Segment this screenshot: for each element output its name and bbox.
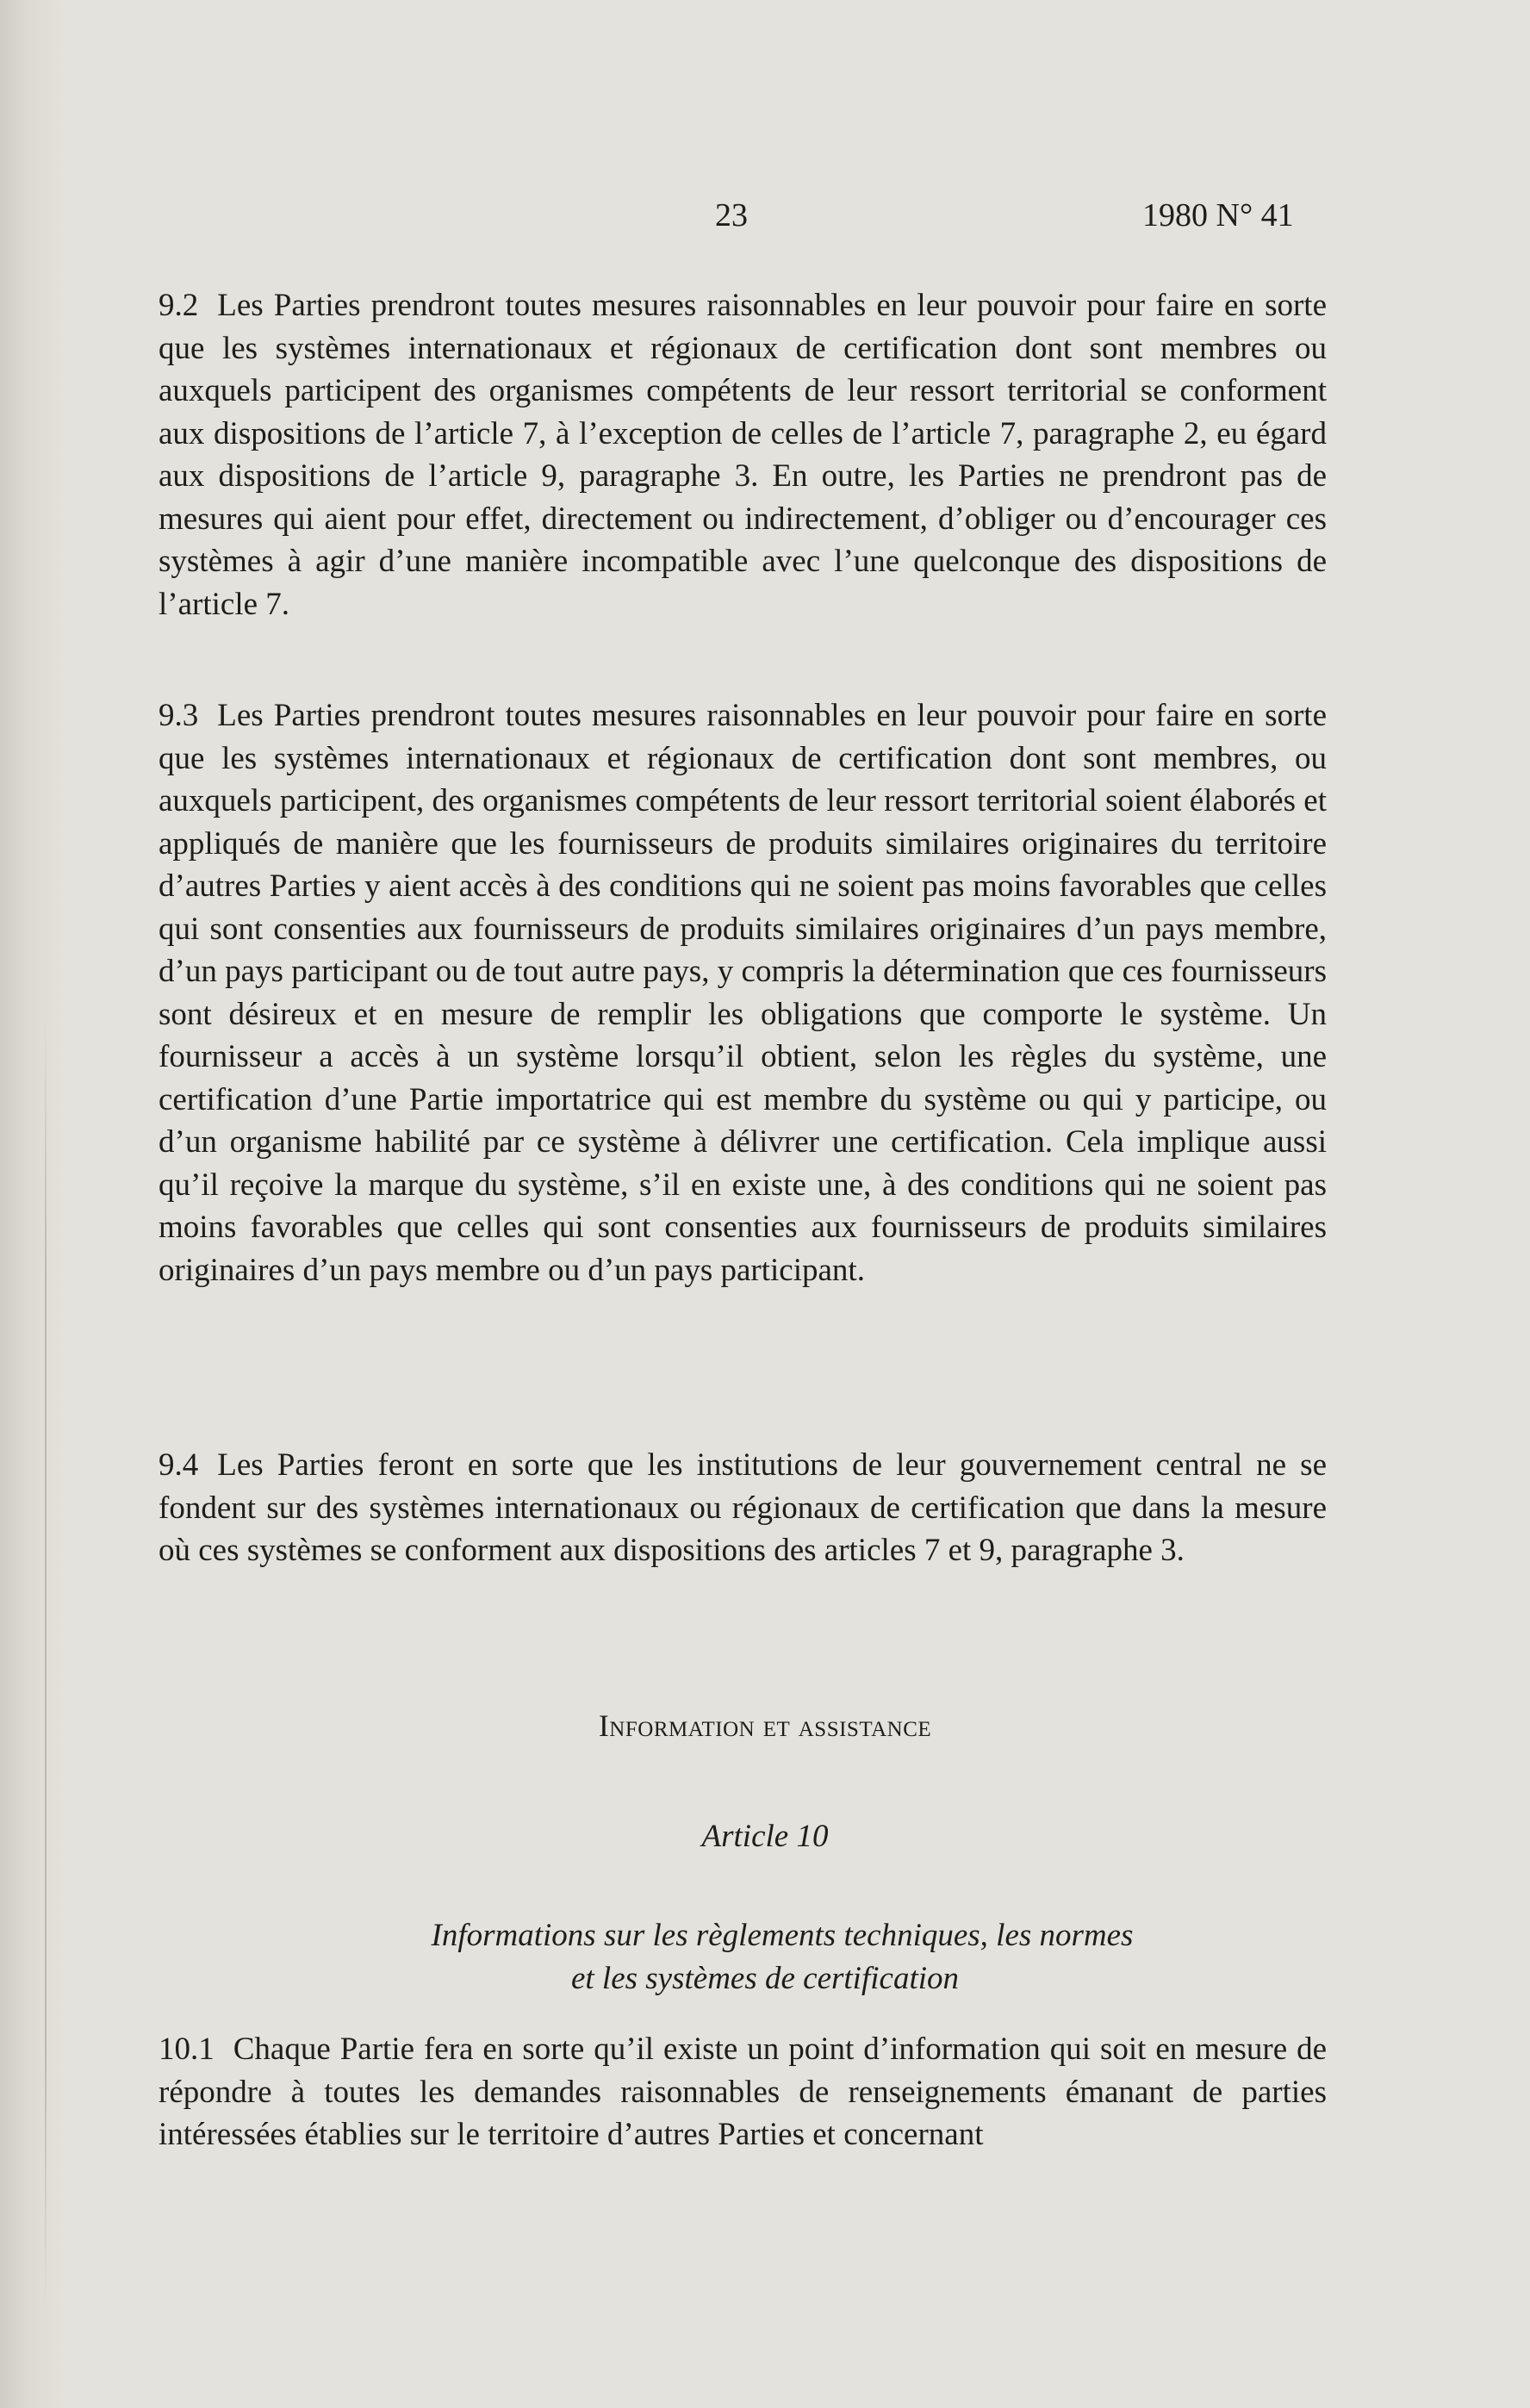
paragraph-number: 9.3 xyxy=(159,698,199,733)
paragraph-9-2 xyxy=(159,284,1327,625)
paragraph-text: Chaque Partie fera en sorte qu’il existe un point d’information qui soit en mesure de répondre à toutes les demandes raisonnables de renseignements émanant de parties intéressées établies sur le territoire d’autres Parties et concernant xyxy=(159,2032,1327,2152)
paragraph-number: 10.1 xyxy=(159,2032,215,2067)
section-heading: Information et assistance xyxy=(598,1708,932,1743)
paragraph-text: Les Parties prendront toutes mesures raisonnables en leur pouvoir pour faire en sorte que les systèmes internationaux et régionaux de certification dont sont membres ou auxquels participent des organismes compétents de leur ressort territorial se conforment aux dispositions de l’article 7, à l’exception de celles de l’article 7, paragraphe 2, eu égard aux dispositions de l’article 9, paragraphe 3. En outre, les Parties ne prendront pas de mesures qui aient pour effet, directement ou indirectement, d’obliger ou d’encourager ces systèmes à agir d’une manière incompatible avec l’une quelconque des dispositions de l’article 7. xyxy=(159,288,1327,622)
running-header xyxy=(0,196,1530,248)
paragraph-10-1 xyxy=(159,2028,1327,2156)
paragraph-text: Les Parties feront en sorte que les institutions de leur gouvernement central ne se fondent sur des systèmes internationaux ou régionaux de certification que dans la mesure où ces systèmes se conforment aux dispositions des articles 7 et 9, paragraphe 3. xyxy=(159,1447,1327,1568)
article-subtitle xyxy=(0,1914,1530,2000)
article-title: Article 10 xyxy=(701,1819,829,1854)
document-reference: 1980 N° 41 xyxy=(1142,197,1294,233)
article-subtitle-line-2: et les systèmes de certification xyxy=(570,1961,960,1996)
page-number: 23 xyxy=(715,197,748,233)
article-subtitle-line-1: Informations sur les règlements techniques, les normes xyxy=(431,1918,1134,1953)
paragraph-number: 9.2 xyxy=(159,288,199,323)
paragraph-text: Les Parties prendront toutes mesures raisonnables en leur pouvoir pour faire en sorte que les systèmes internationaux et régionaux de certification dont sont membres, ou auxquels participent, des organismes compétents de leur ressort territorial soient élaborés et appliqués de manière que les fournisseurs de produits similaires originaires du territoire d’autres Parties y aient accès à des conditions qui ne soient pas moins favorables que celles qui sont consenties aux fournisseurs de produits similaires originaires d’un pays membre, d’un pays participant ou de tout autre pays, y compris la détermination que ces fournisseurs sont désireux et en mesure de remplir les obligations que comporte le système. Un fournisseur a accès à un système lorsqu’il obtient, selon les règles du système, une certification d’une Partie importatrice qui est membre du système ou qui y participe, ou d’un organisme habilité par ce système à délivrer une certification. Cela implique aussi qu’il reçoive la marque du système, s’il en existe une, à des conditions qui ne soient pas moins favorables que celles qui sont consenties aux fournisseurs de produits similaires originaires d’un pays membre ou d’un pays participant. xyxy=(159,698,1327,1288)
paragraph-number: 9.4 xyxy=(159,1447,199,1483)
paragraph-9-3 xyxy=(159,694,1327,1291)
gutter-line xyxy=(45,1017,47,2309)
page-gutter-shadow xyxy=(0,0,67,2408)
paragraph-9-4 xyxy=(159,1444,1327,1572)
